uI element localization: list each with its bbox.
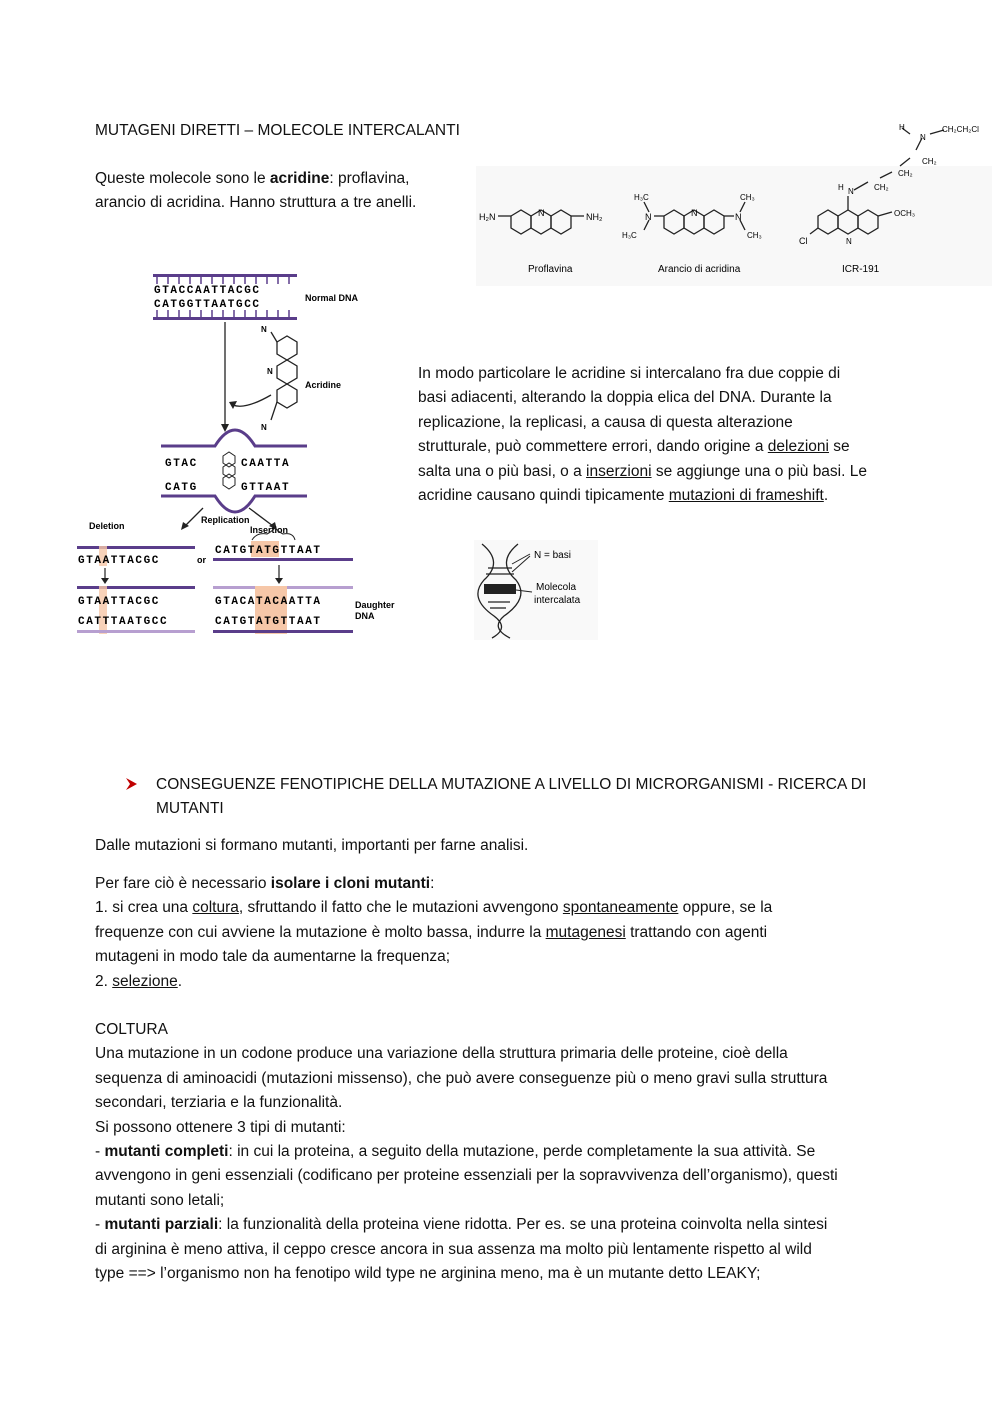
normal-dna-top-seq: GTACCAATTACGC xyxy=(154,285,261,297)
intercalation-line-6: acridine causano quindi tipicamente xyxy=(418,487,669,505)
intercalation-line-4: strutturale, può commettere errori, dando origine a xyxy=(418,438,768,456)
section3-line-4: Si possono ottenere 3 tipi di mutanti: xyxy=(95,1118,346,1136)
intercalation-line-2: basi adiacenti, alterando la doppia elica del DNA. Durante la xyxy=(418,389,832,407)
intercalated-bubble xyxy=(161,430,307,512)
intercalation-line-5: salta una o più basi, o a xyxy=(418,462,587,480)
term-inserzioni: inserzioni xyxy=(586,462,652,480)
section3-title: COLTURA xyxy=(95,1021,168,1038)
arancio-n-center: N xyxy=(691,208,698,218)
item1-text-a: 1. si crea una xyxy=(95,899,193,917)
section-title-mutageni: MUTAGENI DIRETTI – MOLECOLE INTERCALANTI xyxy=(95,122,460,139)
section2-heading xyxy=(156,773,866,822)
term-delezioni: delezioni xyxy=(767,438,829,456)
deletion-strand-1-seq: GTAATTACGC xyxy=(78,555,161,567)
intro-text-2: : proflavina, xyxy=(329,170,410,187)
proflavina-nh2: NH₂ xyxy=(586,212,603,222)
p2-bold: isolare i cloni mutanti xyxy=(270,875,431,892)
daughter-label-2: DNA xyxy=(355,611,375,621)
helix-intercalata: intercalata xyxy=(534,595,581,606)
acridine-n-mid: N xyxy=(267,367,273,376)
arancio-h3c-bottom: H₃C xyxy=(622,231,637,240)
daughter-deletion xyxy=(77,586,195,634)
intercalation-line-4-end: se xyxy=(828,438,850,456)
item1-text-b: , sfruttando il fatto che le mutazioni avvengono xyxy=(238,899,563,917)
acridine-n-top: N xyxy=(261,325,267,334)
term-spontaneamente: spontaneamente xyxy=(562,899,679,917)
intercalation-line-6-end: . xyxy=(823,487,829,505)
normal-dna-bottom-seq: CATGGTTAATGCC xyxy=(154,299,261,311)
icr-n-ring: N xyxy=(846,237,852,246)
or-label: or xyxy=(197,555,206,565)
term-frameshift: mutazioni di frameshift xyxy=(668,487,824,505)
insertion-strand-1 xyxy=(213,541,353,571)
section3-line-2: sequenza di aminoacidi (mutazioni missenso), che può avere conseguenze più o meno gravi sulla struttura xyxy=(95,1069,828,1087)
arancio-n-left: N xyxy=(645,212,652,222)
intercalation-line-3: replicazione, la replicasi, a causa di questa alterazione xyxy=(418,413,793,431)
daughter-insertion xyxy=(213,586,353,634)
bubble-top-left-seq: GTAC xyxy=(165,458,198,470)
helix-n-basi: N = basi xyxy=(534,550,571,561)
section3-line-7: mutanti sono letali; xyxy=(95,1191,225,1209)
icr-ch2-2: CH₂ xyxy=(898,169,913,178)
icr-h-mid: H xyxy=(838,183,844,192)
insertion-strand-1-seq: CATGTATGTTAAT xyxy=(215,545,322,557)
proflavina-label: Proflavina xyxy=(528,264,573,275)
arancio-ch3-bottom: CH₃ xyxy=(747,231,762,240)
deletion-label: Deletion xyxy=(89,521,125,531)
term-mutagenesi: mutagenesi xyxy=(545,923,626,941)
item1-line2-b: trattando con agenti xyxy=(625,923,768,941)
section2-list xyxy=(95,872,772,994)
arancio-ch3-top: CH₃ xyxy=(740,193,755,202)
arancio-h3c-top: H₃C xyxy=(634,193,649,202)
intercalated-helix-figure xyxy=(474,540,598,640)
normal-dna-label: Normal DNA xyxy=(305,293,359,303)
daughter-label-1: Daughter xyxy=(355,600,395,610)
icr-ch2-1: CH₂ xyxy=(922,157,937,166)
section3-line-3: secondari, terziaria e la funzionalità. xyxy=(95,1094,343,1112)
icr-cl: Cl xyxy=(799,236,808,246)
icr-och3: OCH₃ xyxy=(894,209,916,218)
section2-p1: Dalle mutazioni si formano mutanti, importanti per farne analisi. xyxy=(95,837,529,854)
item2-text-b: . xyxy=(177,972,183,990)
item1-line2-a: frequenze con cui avviene la mutazione è molto bassa, indurre la xyxy=(95,923,546,941)
arancio-label: Arancio di acridina xyxy=(658,264,741,275)
icr-ch2-3: CH₂ xyxy=(874,183,889,192)
deletion-strand-1 xyxy=(77,546,206,567)
daughter-insertion-bottom-seq: CATGTATGTTAAT xyxy=(215,616,322,628)
section3-line-8-c: : la funzionalità della proteina viene ridotta. Per es. se una proteina coinvolta nella sintesi xyxy=(218,1216,828,1234)
dna-frameshift-figure xyxy=(75,270,405,640)
replication-label: Replication xyxy=(201,515,250,525)
arrow-bullet-icon xyxy=(126,777,138,791)
intro-text-1: Queste molecole sono le xyxy=(95,170,270,187)
section3 xyxy=(95,1018,838,1286)
section2-heading-line-1: CONSEGUENZE FENOTIPICHE DELLA MUTAZIONE A LIVELLO DI MICRORGANISMI - RICERCA DI xyxy=(156,776,867,793)
item1-line3: mutageni in modo tale da aumentarne la frequenza; xyxy=(95,948,451,966)
p2-text-a: Per fare ciò è necessario xyxy=(95,875,271,892)
arancio-n-right: N xyxy=(735,212,742,222)
normal-dna xyxy=(153,274,359,320)
acridine-molecule xyxy=(271,332,297,420)
section3-line-8-a: - xyxy=(95,1216,105,1234)
daughter-deletion-top-seq: GTAATTACGC xyxy=(78,596,161,608)
section2-heading-line-2: MUTANTI xyxy=(156,800,224,818)
bubble-bottom-left-seq: CATG xyxy=(165,482,198,494)
intro-bold-acridine: acridine xyxy=(269,170,330,187)
section3-line-5-c: : in cui la proteina, a seguito della mutazione, perde completamente la sua attività. Se xyxy=(228,1143,816,1161)
icr-n-mid: N xyxy=(848,187,854,196)
daughter-deletion-bottom-seq: CATTTAATGCC xyxy=(78,616,169,628)
icr-ch2ch2cl: CH₂CH₂Cl xyxy=(942,125,979,134)
bubble-top-right-seq: CAATTA xyxy=(241,458,291,470)
proflavina-n: N xyxy=(538,208,545,218)
p2-text-c: : xyxy=(430,875,435,892)
intercalation-line-5-end: se aggiunge una o più basi. Le xyxy=(651,462,867,480)
intercalation-paragraph xyxy=(418,362,867,508)
term-coltura: coltura xyxy=(192,899,239,917)
bubble-bottom-right-seq: GTTAAT xyxy=(241,482,291,494)
item2-text-a: 2. xyxy=(95,972,113,990)
item1-text-c: oppure, se la xyxy=(678,899,773,917)
intro-paragraph xyxy=(95,167,416,216)
section3-line-10: type ==> l’organismo non ha fenotipo wild type ne arginina meno, ma è un mutante detto LEAKY; xyxy=(95,1265,761,1283)
acridine-n-bottom: N xyxy=(261,423,267,432)
section3-line-9: di arginina è meno attiva, il ceppo cresce ancora in sua assenza ma molto più lentamente rispetto al wild xyxy=(95,1240,812,1258)
icr-label: ICR-191 xyxy=(842,264,880,275)
section3-line-5-a: - xyxy=(95,1143,105,1161)
intro-line-2: arancio di acridina. Hanno struttura a tre anelli. xyxy=(95,194,417,212)
term-selezione: selezione xyxy=(112,972,178,990)
acridine-label: Acridine xyxy=(305,380,342,390)
insertion-label: Insertion xyxy=(250,525,289,535)
icr-h-top: H xyxy=(899,123,905,132)
daughter-insertion-top-seq: GTACATACAATTA xyxy=(215,596,322,608)
proflavina-h2n: H₂N xyxy=(479,212,496,222)
intercalation-line-1: In modo particolare le acridine si intercalano fra due coppie di xyxy=(418,365,841,382)
term-mutanti-parziali: mutanti parziali xyxy=(104,1216,219,1234)
term-mutanti-completi: mutanti completi xyxy=(104,1143,229,1161)
section3-line-1: Una mutazione in un codone produce una variazione della struttura primaria delle proteine, cioè della xyxy=(95,1045,788,1063)
acridine-structures-figure xyxy=(476,116,992,286)
helix-molecola: Molecola xyxy=(536,582,577,593)
section3-line-6: avvengono in geni essenziali (codificano per proteine essenziali per la sopravvivenza dell’organismo), questi xyxy=(95,1167,838,1185)
icr-n-top: N xyxy=(920,133,926,142)
